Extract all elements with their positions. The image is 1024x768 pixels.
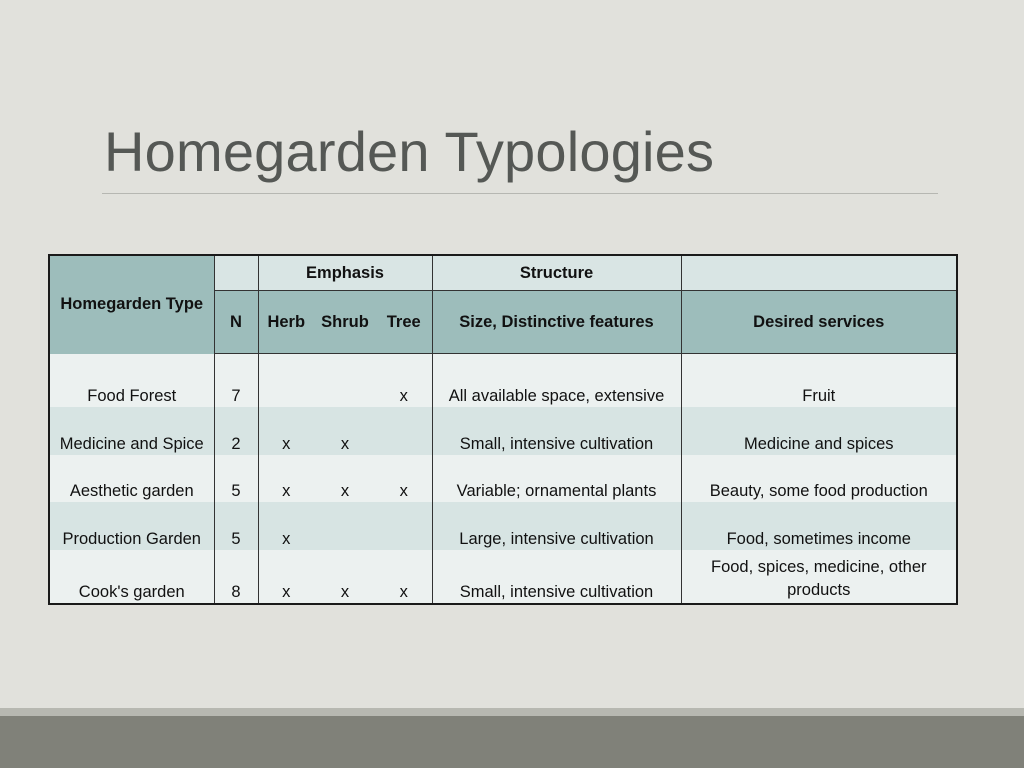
header-size-features: Size, Distinctive features (432, 291, 681, 354)
cell-services: Food, spices, medicine, other products (681, 550, 957, 604)
cell-herb: x (258, 455, 314, 502)
header-emphasis: Emphasis (258, 255, 432, 291)
cell-shrub (314, 354, 376, 408)
header-structure: Structure (432, 255, 681, 291)
header-shrub: Shrub (314, 291, 376, 354)
table-row (49, 354, 957, 408)
homegarden-typology-table (48, 254, 958, 605)
header-homegarden-type: Homegarden Type (49, 255, 214, 354)
header-desired-services: Desired services (681, 291, 957, 354)
cell-herb: x (258, 502, 314, 550)
cell-structure: All available space, extensive (432, 354, 681, 408)
cell-n: 8 (214, 550, 258, 604)
footer-band-dark (0, 716, 1024, 768)
cell-shrub: x (314, 455, 376, 502)
cell-herb: x (258, 407, 314, 455)
cell-structure: Large, intensive cultivation (432, 502, 681, 550)
cell-services: Fruit (681, 354, 957, 408)
cell-shrub (314, 502, 376, 550)
header-n: N (214, 291, 258, 354)
table-row (49, 502, 957, 550)
table-row (49, 407, 957, 455)
cell-tree (376, 407, 432, 455)
cell-tree: x (376, 354, 432, 408)
cell-tree: x (376, 550, 432, 604)
cell-type: Production Garden (49, 502, 214, 550)
cell-services: Medicine and spices (681, 407, 957, 455)
header-tree: Tree (376, 291, 432, 354)
cell-structure: Variable; ornamental plants (432, 455, 681, 502)
footer-band-light (0, 708, 1024, 716)
cell-herb: x (258, 550, 314, 604)
cell-type: Medicine and Spice (49, 407, 214, 455)
cell-shrub: x (314, 407, 376, 455)
cell-herb (258, 354, 314, 408)
cell-n: 2 (214, 407, 258, 455)
cell-tree: x (376, 455, 432, 502)
header-blank-n (214, 255, 258, 291)
table-row (49, 455, 957, 502)
cell-type: Food Forest (49, 354, 214, 408)
table-row (49, 550, 957, 604)
cell-services: Food, sometimes income (681, 502, 957, 550)
cell-n: 5 (214, 502, 258, 550)
cell-structure: Small, intensive cultivation (432, 550, 681, 604)
cell-type: Aesthetic garden (49, 455, 214, 502)
cell-n: 5 (214, 455, 258, 502)
cell-structure: Small, intensive cultivation (432, 407, 681, 455)
header-row-groups (49, 255, 957, 291)
cell-services: Beauty, some food production (681, 455, 957, 502)
cell-n: 7 (214, 354, 258, 408)
cell-type: Cook's garden (49, 550, 214, 604)
cell-shrub: x (314, 550, 376, 604)
header-herb: Herb (258, 291, 314, 354)
title-divider (102, 193, 938, 194)
header-blank-services (681, 255, 957, 291)
cell-tree (376, 502, 432, 550)
slide-title: Homegarden Typologies (104, 120, 715, 183)
